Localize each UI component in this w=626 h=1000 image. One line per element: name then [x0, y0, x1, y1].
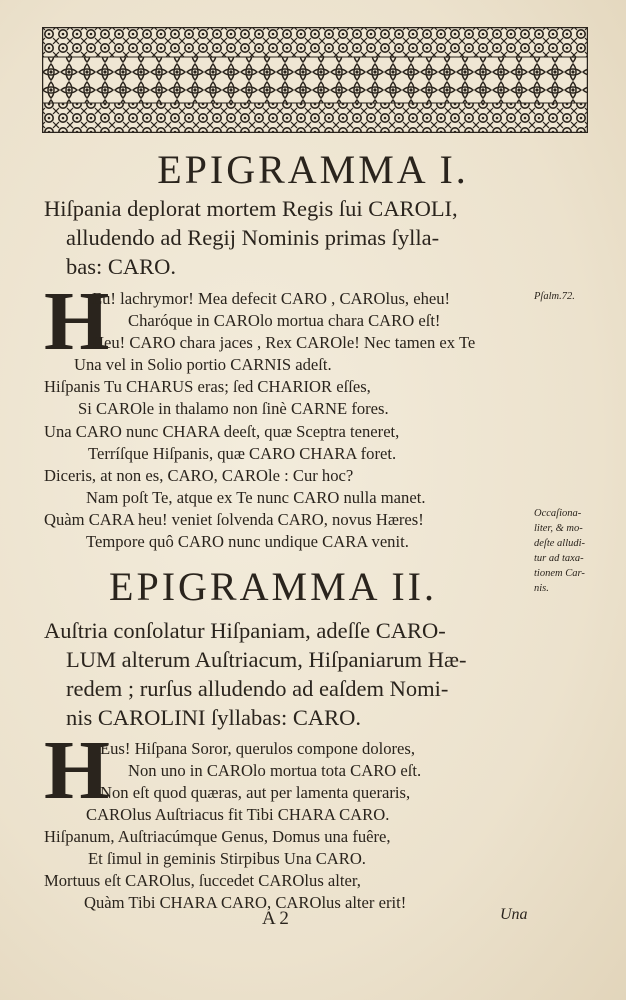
- heading-line: Auſtria conſolatur Hiſpaniam, adeſſe CARO-: [44, 618, 446, 643]
- epigram-1-title: EPIGRAMMA I.: [157, 147, 469, 192]
- catchword: Una: [500, 906, 528, 923]
- verse-line: Nam poſt Te, atque ex Te nunc CARO nulla manet.: [86, 488, 426, 507]
- verse-line: Una CARO nunc CHARA deeſt, quæ Sceptra teneret,: [44, 422, 400, 441]
- heading-line: alludendo ad Regij Nominis primas ſylla-: [66, 225, 440, 250]
- verse-line: Non uno in CAROlo mortua tota CARO eſt.: [128, 761, 422, 780]
- epigram-1-heading: [44, 194, 532, 281]
- verse-line: Terríſque Hiſpanis, quæ CARO CHARA foret.: [88, 444, 397, 463]
- drop-cap-initial: H: [44, 275, 110, 368]
- verse-line: Mortuus eſt CAROlus, ſuccedet CAROlus alter,: [44, 871, 361, 890]
- verse-line: Tempore quô CARO nunc undique CARA venit.: [86, 532, 409, 551]
- ornamental-header-band: [42, 27, 588, 133]
- margin-note-line: nis.: [534, 583, 549, 594]
- margin-note-line: tur ad taxa-: [534, 553, 584, 564]
- heading-line: bas: CARO.: [66, 254, 177, 279]
- verse-line: Et ſimul in geminis Stirpibus Una CARO.: [88, 849, 366, 868]
- verse-line: Heu! CARO chara jaces , Rex CAROle! Nec tamen ex Te: [92, 333, 476, 352]
- margin-note-line: liter, & mo-: [534, 523, 583, 534]
- heading-line: redem ; rurſus alludendo ad eaſdem Nomi-: [66, 676, 449, 701]
- drop-cap-initial: H: [44, 724, 110, 817]
- verse-line: Una vel in Solio portio CARNIS adeſt.: [74, 355, 332, 374]
- verse-line: Si CAROle in thalamo non ſinè CARNE fores.: [78, 399, 389, 418]
- heading-line: LUM alterum Auſtriacum, Hiſpaniarum Hæ-: [66, 647, 467, 672]
- verse-line: Hiſpanis Tu CHARUS eras; ſed CHARIOR eſſes,: [44, 377, 371, 396]
- heading-line: nis CAROLINI ſyllabas: CARO.: [66, 705, 361, 730]
- heading-line: Hiſpania deplorat mortem Regis ſui CAROLI,: [44, 196, 458, 221]
- epigram-2-heading: [44, 616, 532, 732]
- verse-line: Non eſt quod quæras, aut per lamenta queraris,: [100, 783, 411, 802]
- verse-line: Diceris, at non es, CARO, CAROle : Cur hoc?: [44, 466, 354, 485]
- margin-note-line: Occaſiona-: [534, 508, 582, 519]
- verse-line: Eu! lachrymor! Mea defecit CARO , CAROlus, eheu!: [92, 289, 451, 308]
- verse-line: Quàm CARA heu! veniet ſolvenda CARO, novus Hæres!: [44, 510, 424, 529]
- verse-line: Quàm Tibi CHARA CARO, CAROlus alter erit!: [84, 893, 407, 912]
- signature-mark: A 2: [262, 908, 289, 929]
- verse-line: CAROlus Auſtriacus fit Tibi CHARA CARO.: [86, 805, 390, 824]
- verse-line: Eus! Hiſpana Soror, querulos compone dolores,: [100, 739, 416, 758]
- margin-note-line: tionem Car-: [534, 568, 585, 579]
- verse-line: Hiſpanum, Auſtriacúmque Genus, Domus una fuêre,: [44, 827, 391, 846]
- margin-note-line: deſte alludi-: [534, 538, 586, 549]
- margin-note-psalm: Pſalm.72.: [534, 291, 575, 302]
- epigram-2-title: EPIGRAMMA II.: [109, 564, 437, 609]
- verse-line: Charóque in CAROlo mortua chara CARO eſt!: [128, 311, 441, 330]
